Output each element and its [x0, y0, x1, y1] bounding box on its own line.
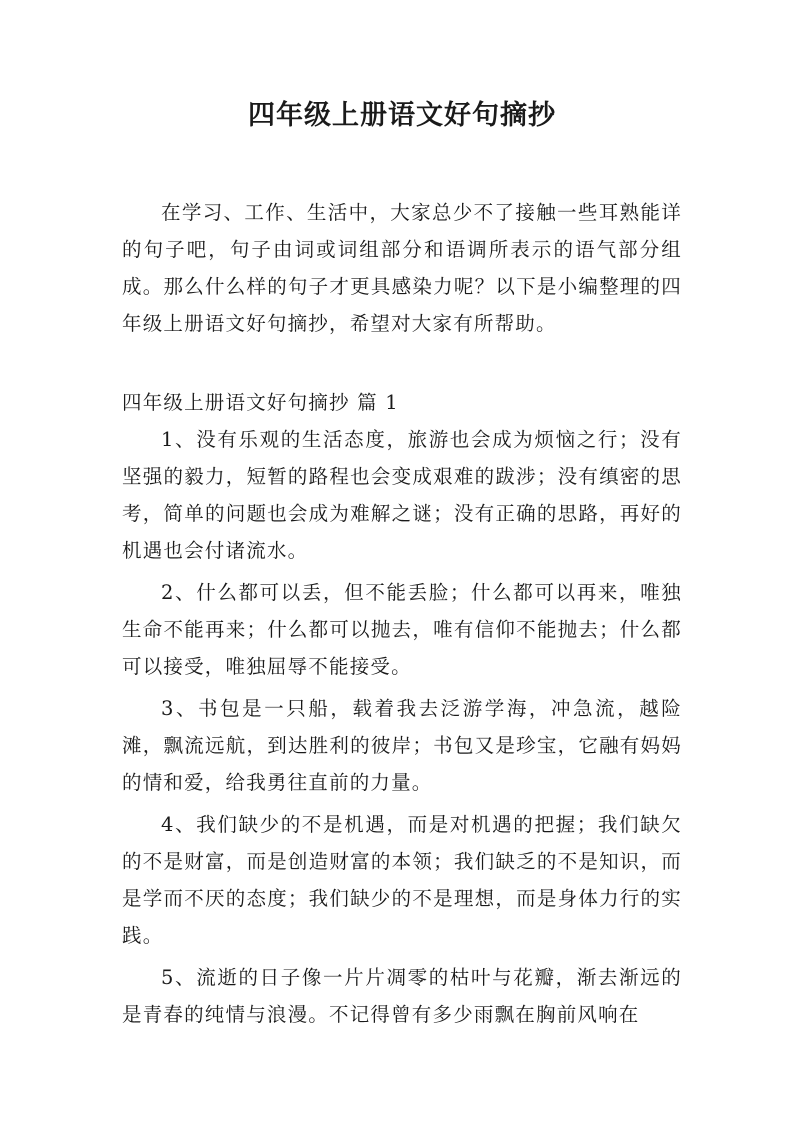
intro-paragraph: 在学习、工作、生活中，大家总少不了接触一些耳熟能详的句子吧，句子由词或词组部分和语调所表示的语气部分组成。那么什么样的句子才更具感染力呢？以下是小编整理的四年级上册语文好句摘抄，希望对大家有所帮助。: [122, 201, 682, 335]
quote-paragraph-4: 4、我们缺少的不是机遇，而是对机遇的把握；我们缺欠的不是财富，而是创造财富的本领；我们缺乏的不是知识，而是学而不厌的态度；我们缺少的不是理想，而是身体力行的实践。: [122, 813, 682, 947]
quote-paragraph-3: 3、书包是一只船，载着我去泛游学海，冲急流，越险滩，飘流远航，到达胜利的彼岸；书包又是珍宝，它融有妈妈的情和爱，给我勇往直前的力量。: [122, 697, 682, 794]
quote-paragraph-5: 5、流逝的日子像一片片凋零的枯叶与花瓣，渐去渐远的是青春的纯情与浪漫。不记得曾有多少雨飘在胸前风响在: [122, 966, 682, 1026]
quote-paragraph-2: 2、什么都可以丢，但不能丢脸；什么都可以再来，唯独生命不能再来；什么都可以抛去，唯有信仰不能抛去；什么都可以接受，唯独屈辱不能接受。: [122, 581, 682, 678]
document-title: 四年级上册语文好句摘抄: [248, 100, 556, 131]
quote-paragraph-1: 1、没有乐观的生活态度，旅游也会成为烦恼之行；没有坚强的毅力，短暂的路程也会变成艰难的跋涉；没有缜密的思考，简单的问题也会成为难解之谜；没有正确的思路，再好的机遇也会付诸流水。: [122, 428, 682, 562]
section-heading: 四年级上册语文好句摘抄 篇 1: [122, 391, 399, 414]
